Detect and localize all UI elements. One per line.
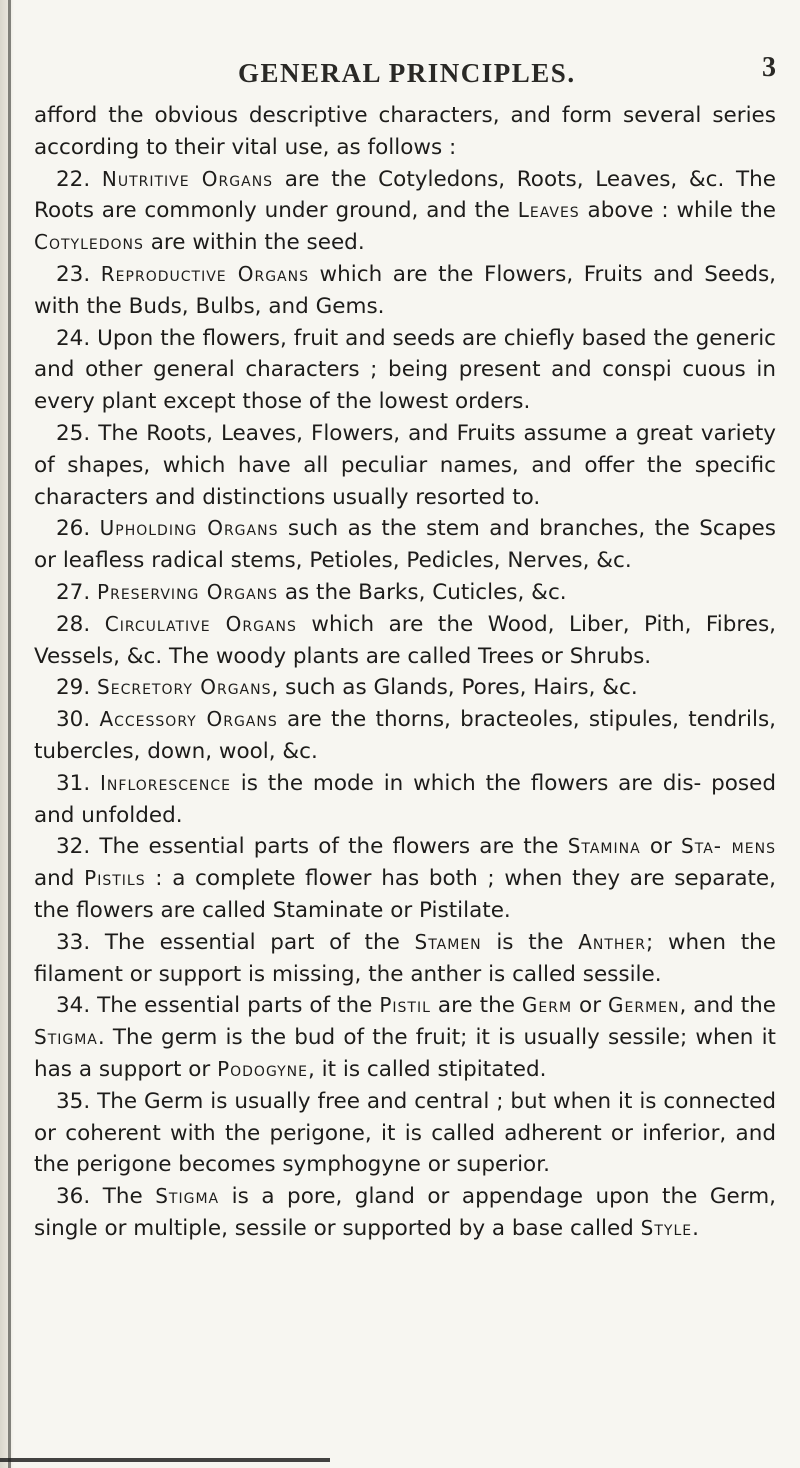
small-caps-term: Upholding Organs [99,516,279,541]
text-run: 25. The Roots, Leaves, Flowers, and Fruits assume a great variety of shapes, which have all peculiar names, and offer the specific characters and distinctions usually resorted to. [34,420,776,510]
small-caps-term: Stamen [414,929,482,954]
text-run: afford the obvious descriptive characters, and form several series according to their vital use, as follows : [34,103,776,160]
text-run: 23. [56,261,101,287]
paragraph [34,768,776,832]
text-run: 22. [56,166,102,192]
paragraph [34,609,776,673]
paragraph [34,831,776,926]
small-caps-term: Germen [608,993,680,1018]
text-run: ; when the filament or support is missing, the anther is called sessile. [34,929,777,987]
small-caps-term: Podogyne [217,1056,308,1081]
text-run: : a complete flower has both ; when they are separate, the flowers are called Staminate or Pistilate. [34,866,776,923]
text-run: , and the [679,993,776,1019]
text-run: 29. [56,675,98,701]
text-run: 26. [56,516,100,542]
small-caps-term: Pistils [84,866,146,891]
text-run: which are the Flowers, Fruits and Seeds, with the Buds, Bulbs, and Gems. [34,261,776,319]
paragraph [34,323,776,418]
paragraph [34,577,776,609]
binding-edge-line [8,0,11,1468]
small-caps-term: Style [640,1215,693,1240]
small-caps-term: Stigma [155,1184,220,1209]
small-caps-term: Stamina [567,834,641,859]
text-run: 27. [56,579,98,605]
page-header [194,52,776,100]
text-run: above : while the [579,198,776,224]
bottom-edge-mark [0,1458,330,1462]
text-run: 30. [56,707,100,733]
text-run: which are the Wood, Liber, Pith, Fibres, Vessels, &c. The woody plants are called Trees or Shrubs. [34,611,776,669]
small-caps-term: Leaves [517,198,580,223]
page-number: 3 [762,52,776,83]
paragraph [34,418,776,513]
small-caps-term: Accessory Organs [99,707,278,732]
small-caps-term: Nutritive Organs [101,166,274,191]
text-run: such as the stem and branches, the Scapes or leafless radical stems, Petioles, Pedicles, Nerves, &c. [34,516,776,574]
paragraph [34,100,776,164]
text-run: . [692,1215,699,1241]
small-caps-term: Anther [578,929,647,954]
text-run: are the Cotyledons, Roots, Leaves, &c. The Roots are commonly under ground, and the [34,166,776,224]
paragraph [34,672,776,704]
text-run: is the mode in which the flowers are dis- posed and unfolded. [34,770,776,828]
paragraph [34,927,776,991]
small-caps-term: Circulative Organs [104,611,297,636]
text-run: 32. The essential parts of the flowers are the [56,834,568,860]
text-run: or [640,834,682,860]
small-caps-term: Germ [521,993,573,1018]
page-binding-shadow [0,0,14,1468]
text-run: , it is called stipitated. [307,1056,547,1082]
text-run: or [572,993,609,1019]
paragraph [34,1086,776,1181]
text-run: as the Barks, Cuticles, &c. [278,579,567,605]
small-caps-term: Inflorescence [100,770,231,795]
text-run: are within the seed. [143,230,365,256]
text-run: is a pore, gland or appendage upon the Germ, single or multiple, sessile or supported by a base called [34,1184,776,1241]
text-run: is the [481,929,579,955]
text-run: 24. Upon the flowers, fruit and seeds are chiefly based the generic and other general characters ; being present and conspi cuous in every plant except those of the lowest orders. [34,325,776,415]
text-run: are the [430,993,522,1019]
text-run: , such as Glands, Pores, Hairs, &c. [271,675,638,701]
text-run: and [34,866,85,892]
small-caps-term: Reproductive Organs [100,261,309,286]
paragraph [34,1181,776,1245]
text-run: 34. The essential parts of the [56,993,380,1019]
body-text [34,100,776,1245]
small-caps-term: Stigma [34,1025,98,1050]
text-run: 36. The [56,1184,156,1210]
paragraph [34,513,776,577]
text-run: . The germ is the bud of the fruit; it is usually sessile; when it has a support or [34,1025,776,1082]
small-caps-term: Sta- mens [681,834,776,859]
small-caps-term: Cotyledons [34,230,144,255]
paragraph [34,704,776,768]
small-caps-term: Preserving Organs [97,579,278,604]
paragraph [34,990,776,1085]
small-caps-term: Pistil [379,993,431,1018]
text-run: are the thorns, bracteoles, stipules, tendrils, tubercles, down, wool, &c. [34,707,776,764]
text-run: 31. [56,770,101,796]
text-run: 35. The Germ is usually free and central ; but when it is connected or coherent with the perigone, it is called adherent or inferior, and the perigone becomes symphogyne or superior. [34,1088,776,1178]
paragraph [34,164,776,259]
paragraph [34,259,776,323]
book-page [34,52,776,1245]
running-title: GENERAL PRINCIPLES. [238,58,576,88]
text-run: 33. The essential part of the [56,929,415,955]
small-caps-term: Secretory Organs [97,675,272,700]
text-run: 28. [56,611,105,637]
